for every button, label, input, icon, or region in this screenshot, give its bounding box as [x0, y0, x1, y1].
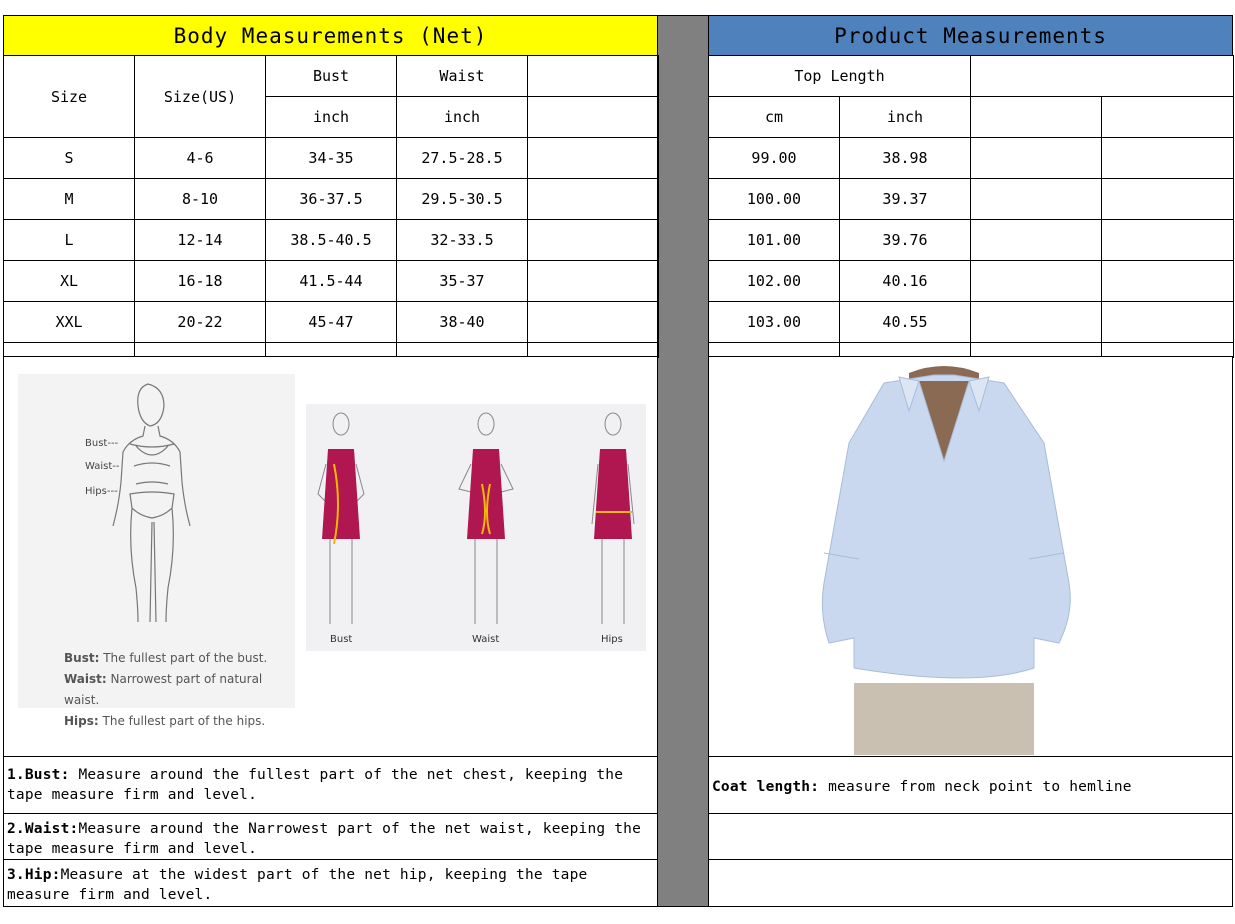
product-image-panel — [708, 356, 1233, 757]
cell-waist: 32-33.5 — [397, 220, 528, 261]
table-row — [4, 220, 659, 261]
note-coat-length — [708, 756, 1233, 814]
cell-size-us: 12-14 — [135, 220, 266, 261]
note-waist-text: Measure around the Narrowest part of the net waist, keeping the tape measure firm and level. — [7, 821, 642, 857]
cell-size: M — [4, 179, 135, 220]
cell-bust: 34-35 — [266, 138, 397, 179]
empty-cell — [528, 302, 659, 343]
cell-cm: 100.00 — [709, 179, 840, 220]
cell-size-us: 20-22 — [135, 302, 266, 343]
empty-note-row — [708, 859, 1233, 907]
header-size-us: Size(US) — [135, 56, 266, 138]
cell-inch: 38.98 — [840, 138, 971, 179]
cell-size-us: 4-6 — [135, 138, 266, 179]
table-row — [4, 179, 659, 220]
figure-bust — [318, 413, 364, 645]
figure-hips — [592, 413, 634, 645]
cell-size: XL — [4, 261, 135, 302]
column-divider — [657, 15, 709, 907]
empty-cell — [528, 138, 659, 179]
cell-inch: 40.55 — [840, 302, 971, 343]
body-measurements-title: Body Measurements (Net) — [173, 23, 488, 48]
note-hip-key: 3.Hip: — [7, 867, 61, 883]
cell-size-us: 8-10 — [135, 179, 266, 220]
empty-cell — [1102, 97, 1234, 138]
product-measurements-header — [708, 15, 1233, 56]
cell-size-us: 16-18 — [135, 261, 266, 302]
empty-note-row — [708, 813, 1233, 860]
product-measurements-title: Product Measurements — [834, 23, 1107, 48]
cell-bust: 36-37.5 — [266, 179, 397, 220]
cell-bust: 41.5-44 — [266, 261, 397, 302]
table-row — [709, 138, 1234, 179]
note-coat-text: measure from neck point to hemline — [819, 779, 1132, 795]
header-bust: Bust — [266, 56, 397, 97]
empty-cell — [528, 56, 659, 97]
unit-inch: inch — [840, 97, 971, 138]
product-shirt-image — [814, 363, 1074, 755]
cell-inch: 39.37 — [840, 179, 971, 220]
legend-waist-text: Narrowest part of natural waist. — [64, 672, 263, 707]
cell-size: XXL — [4, 302, 135, 343]
cell-cm: 103.00 — [709, 302, 840, 343]
product-measurements-table — [708, 55, 1234, 358]
measurement-guide-panel — [3, 356, 658, 757]
table-row — [709, 261, 1234, 302]
outline-label-bust: Bust--- — [85, 438, 119, 449]
header-top-length: Top Length — [709, 56, 971, 97]
empty-cell — [528, 261, 659, 302]
cell-cm: 102.00 — [709, 261, 840, 302]
header-waist: Waist — [397, 56, 528, 97]
legend-hips-key: Hips: — [64, 714, 99, 728]
table-row — [4, 302, 659, 343]
legend-hips-text: The fullest part of the hips. — [102, 714, 266, 728]
body-measurements-table — [3, 55, 659, 358]
note-coat-key: Coat length: — [712, 779, 820, 795]
legend-bust-text: The fullest part of the bust. — [103, 651, 268, 665]
table-row — [4, 138, 659, 179]
legend-waist-key: Waist: — [64, 672, 107, 686]
note-hip — [3, 859, 658, 907]
empty-cell — [971, 97, 1102, 138]
legend-bust-key: Bust: — [64, 651, 100, 665]
figure-waist-label: Waist — [472, 634, 500, 645]
outline-label-waist: Waist-- — [85, 461, 120, 472]
empty-cell — [971, 56, 1234, 97]
table-row — [709, 220, 1234, 261]
empty-cell — [528, 179, 659, 220]
body-outline-figure — [18, 374, 295, 634]
cell-size: L — [4, 220, 135, 261]
cell-inch: 40.16 — [840, 261, 971, 302]
cell-cm: 99.00 — [709, 138, 840, 179]
body-outline-card — [18, 374, 295, 728]
note-waist — [3, 813, 658, 860]
empty-cell — [528, 97, 659, 138]
cell-waist: 35-37 — [397, 261, 528, 302]
figure-hips-label: Hips — [601, 634, 623, 645]
table-row — [709, 302, 1234, 343]
note-bust — [3, 756, 658, 814]
cell-cm: 101.00 — [709, 220, 840, 261]
cell-waist: 29.5-30.5 — [397, 179, 528, 220]
dress-figures — [306, 404, 646, 651]
unit-bust: inch — [266, 97, 397, 138]
outline-label-hips: Hips--- — [85, 486, 118, 497]
cell-bust: 38.5-40.5 — [266, 220, 397, 261]
table-row — [4, 261, 659, 302]
note-bust-text: Measure around the fullest part of the net chest, keeping the tape measure firm and level. — [7, 767, 624, 803]
note-bust-key: 1.Bust: — [7, 767, 70, 783]
body-measurements-header — [3, 15, 658, 56]
unit-cm: cm — [709, 97, 840, 138]
table-row — [709, 179, 1234, 220]
empty-cell — [528, 220, 659, 261]
cell-bust: 45-47 — [266, 302, 397, 343]
cell-waist: 38-40 — [397, 302, 528, 343]
unit-waist: inch — [397, 97, 528, 138]
cell-waist: 27.5-28.5 — [397, 138, 528, 179]
figure-bust-label: Bust — [330, 634, 353, 645]
dress-figures-card — [306, 404, 646, 651]
note-hip-text: Measure at the widest part of the net hip, keeping the tape measure firm and level. — [7, 867, 588, 903]
cell-size: S — [4, 138, 135, 179]
header-size: Size — [4, 56, 135, 138]
outline-legend — [64, 648, 295, 732]
figure-waist — [459, 413, 513, 645]
cell-inch: 39.76 — [840, 220, 971, 261]
note-waist-key: 2.Waist: — [7, 821, 79, 837]
